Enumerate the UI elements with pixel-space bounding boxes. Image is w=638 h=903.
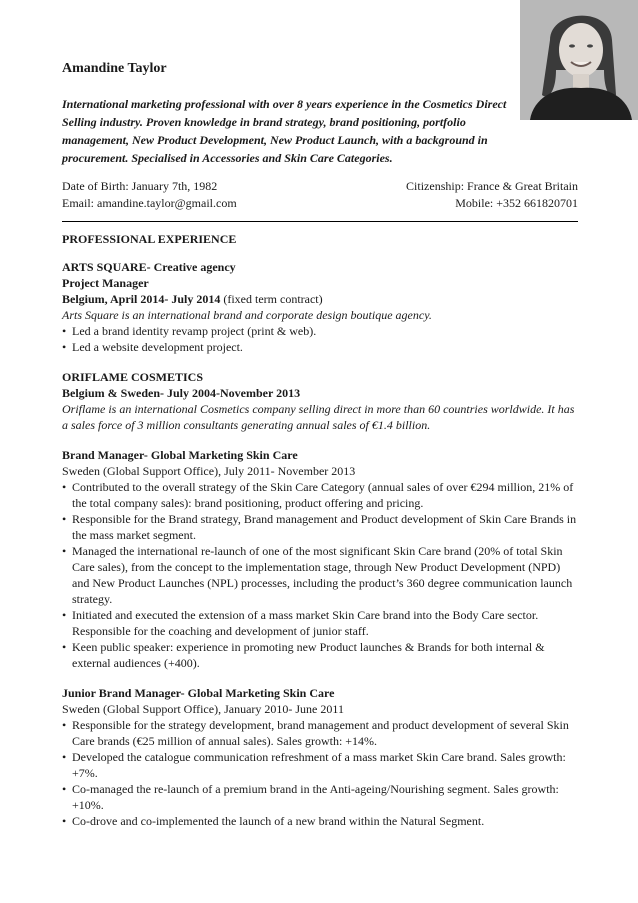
profile-photo: [520, 0, 638, 120]
citizenship: Citizenship: France & Great Britain: [406, 179, 578, 193]
list-item: • Initiated and executed the extension of a mass market Skin Care brand into the Body Care sector. Responsible for the coaching and development of junior staff.: [62, 607, 578, 639]
job-location-dates: Sweden (Global Support Office), January 2010- June 2011: [62, 702, 344, 716]
list-item: • Developed the catalogue communication refreshment of a mass market Skin Care brand. Sales growth: +7%.: [62, 749, 578, 781]
company-location-dates: Belgium & Sweden- July 2004-November 2013: [62, 386, 301, 400]
company-name: ORIFLAME COSMETICS: [62, 370, 204, 384]
list-item: • Managed the international re-launch of one of the most significant Skin Care brand (20% of total Skin Care sales), from the concept to the implementation stage, through New Product Development (NPD) and New Product Launches (NPL) processes, including the product’s 360 degree communication launch strategy.: [62, 543, 578, 607]
experience-section: [62, 231, 578, 843]
section-title: PROFESSIONAL EXPERIENCE: [62, 232, 237, 246]
mobile: Mobile: +352 661820701: [455, 196, 578, 210]
date-of-birth: Date of Birth: January 7th, 1982: [62, 179, 218, 193]
info-row-2: [62, 196, 578, 211]
list-item: • Led a website development project.: [62, 339, 578, 355]
bullet-list: [62, 323, 578, 355]
bullet-list: [62, 717, 578, 829]
candidate-name: Amandine Taylor: [62, 61, 167, 76]
company-description: Oriflame is an international Cosmetics company selling direct in more than 60 countries worldwide. It has a sales force of 3 million consultants generating annual sales of €1.4 billion.: [62, 402, 575, 432]
email[interactable]: Email: amandine.taylor@gmail.com: [62, 196, 237, 210]
list-item: • Responsible for the strategy development, brand management and product development of several Skin Care brands (€25 million of annual sales). Sales growth: +14%.: [62, 717, 578, 749]
job-junior-brand-manager: [62, 685, 578, 829]
section-divider: [62, 221, 578, 222]
list-item: • Led a brand identity revamp project (print & web).: [62, 323, 578, 339]
job-arts-square: [62, 259, 578, 355]
bullet-list: [62, 479, 578, 671]
list-item: • Co-drove and co-implemented the launch of a new brand within the Natural Segment.: [62, 813, 578, 829]
list-item: • Co-managed the re-launch of a premium brand in the Anti-ageing/Nourishing segment. Sales growth: +10%.: [62, 781, 578, 813]
info-row-1: [62, 179, 578, 194]
company-description: Arts Square is an international brand and corporate design boutique agency.: [62, 308, 432, 322]
job-title: Brand Manager- Global Marketing Skin Care: [62, 448, 298, 462]
job-title: Junior Brand Manager- Global Marketing Skin Care: [62, 686, 335, 700]
contract-type: (fixed term contract): [220, 292, 323, 306]
job-location-dates: Belgium, April 2014- July 2014: [62, 292, 221, 306]
company-name: ARTS SQUARE- Creative agency: [62, 260, 236, 274]
portrait-image: [520, 0, 638, 120]
company-oriflame: [62, 369, 578, 433]
job-location-dates: Sweden (Global Support Office), July 2011- November 2013: [62, 464, 356, 478]
list-item: • Responsible for the Brand strategy, Brand management and Product development of Skin Care Brands in the mass market segment.: [62, 511, 578, 543]
job-brand-manager: [62, 447, 578, 671]
job-location-line: [62, 291, 578, 307]
list-item: • Contributed to the overall strategy of the Skin Care Category (annual sales of over €294 million, 21% of the total company sales): brand positioning, product offering and pricing.: [62, 479, 578, 511]
profile-summary: International marketing professional with over 8 years experience in the Cosmetics Direct Selling industry. Proven knowledge in brand strategy, brand positioning, portfolio management, New Product Development, New Product Launch, with a background in procurement. Specialised in Accessories and Skin Care Categories.: [62, 97, 507, 165]
list-item: • Keen public speaker: experience in promoting new Product launches & Brands for both internal & external audiences (+400).: [62, 639, 578, 671]
job-role: Project Manager: [62, 276, 149, 290]
